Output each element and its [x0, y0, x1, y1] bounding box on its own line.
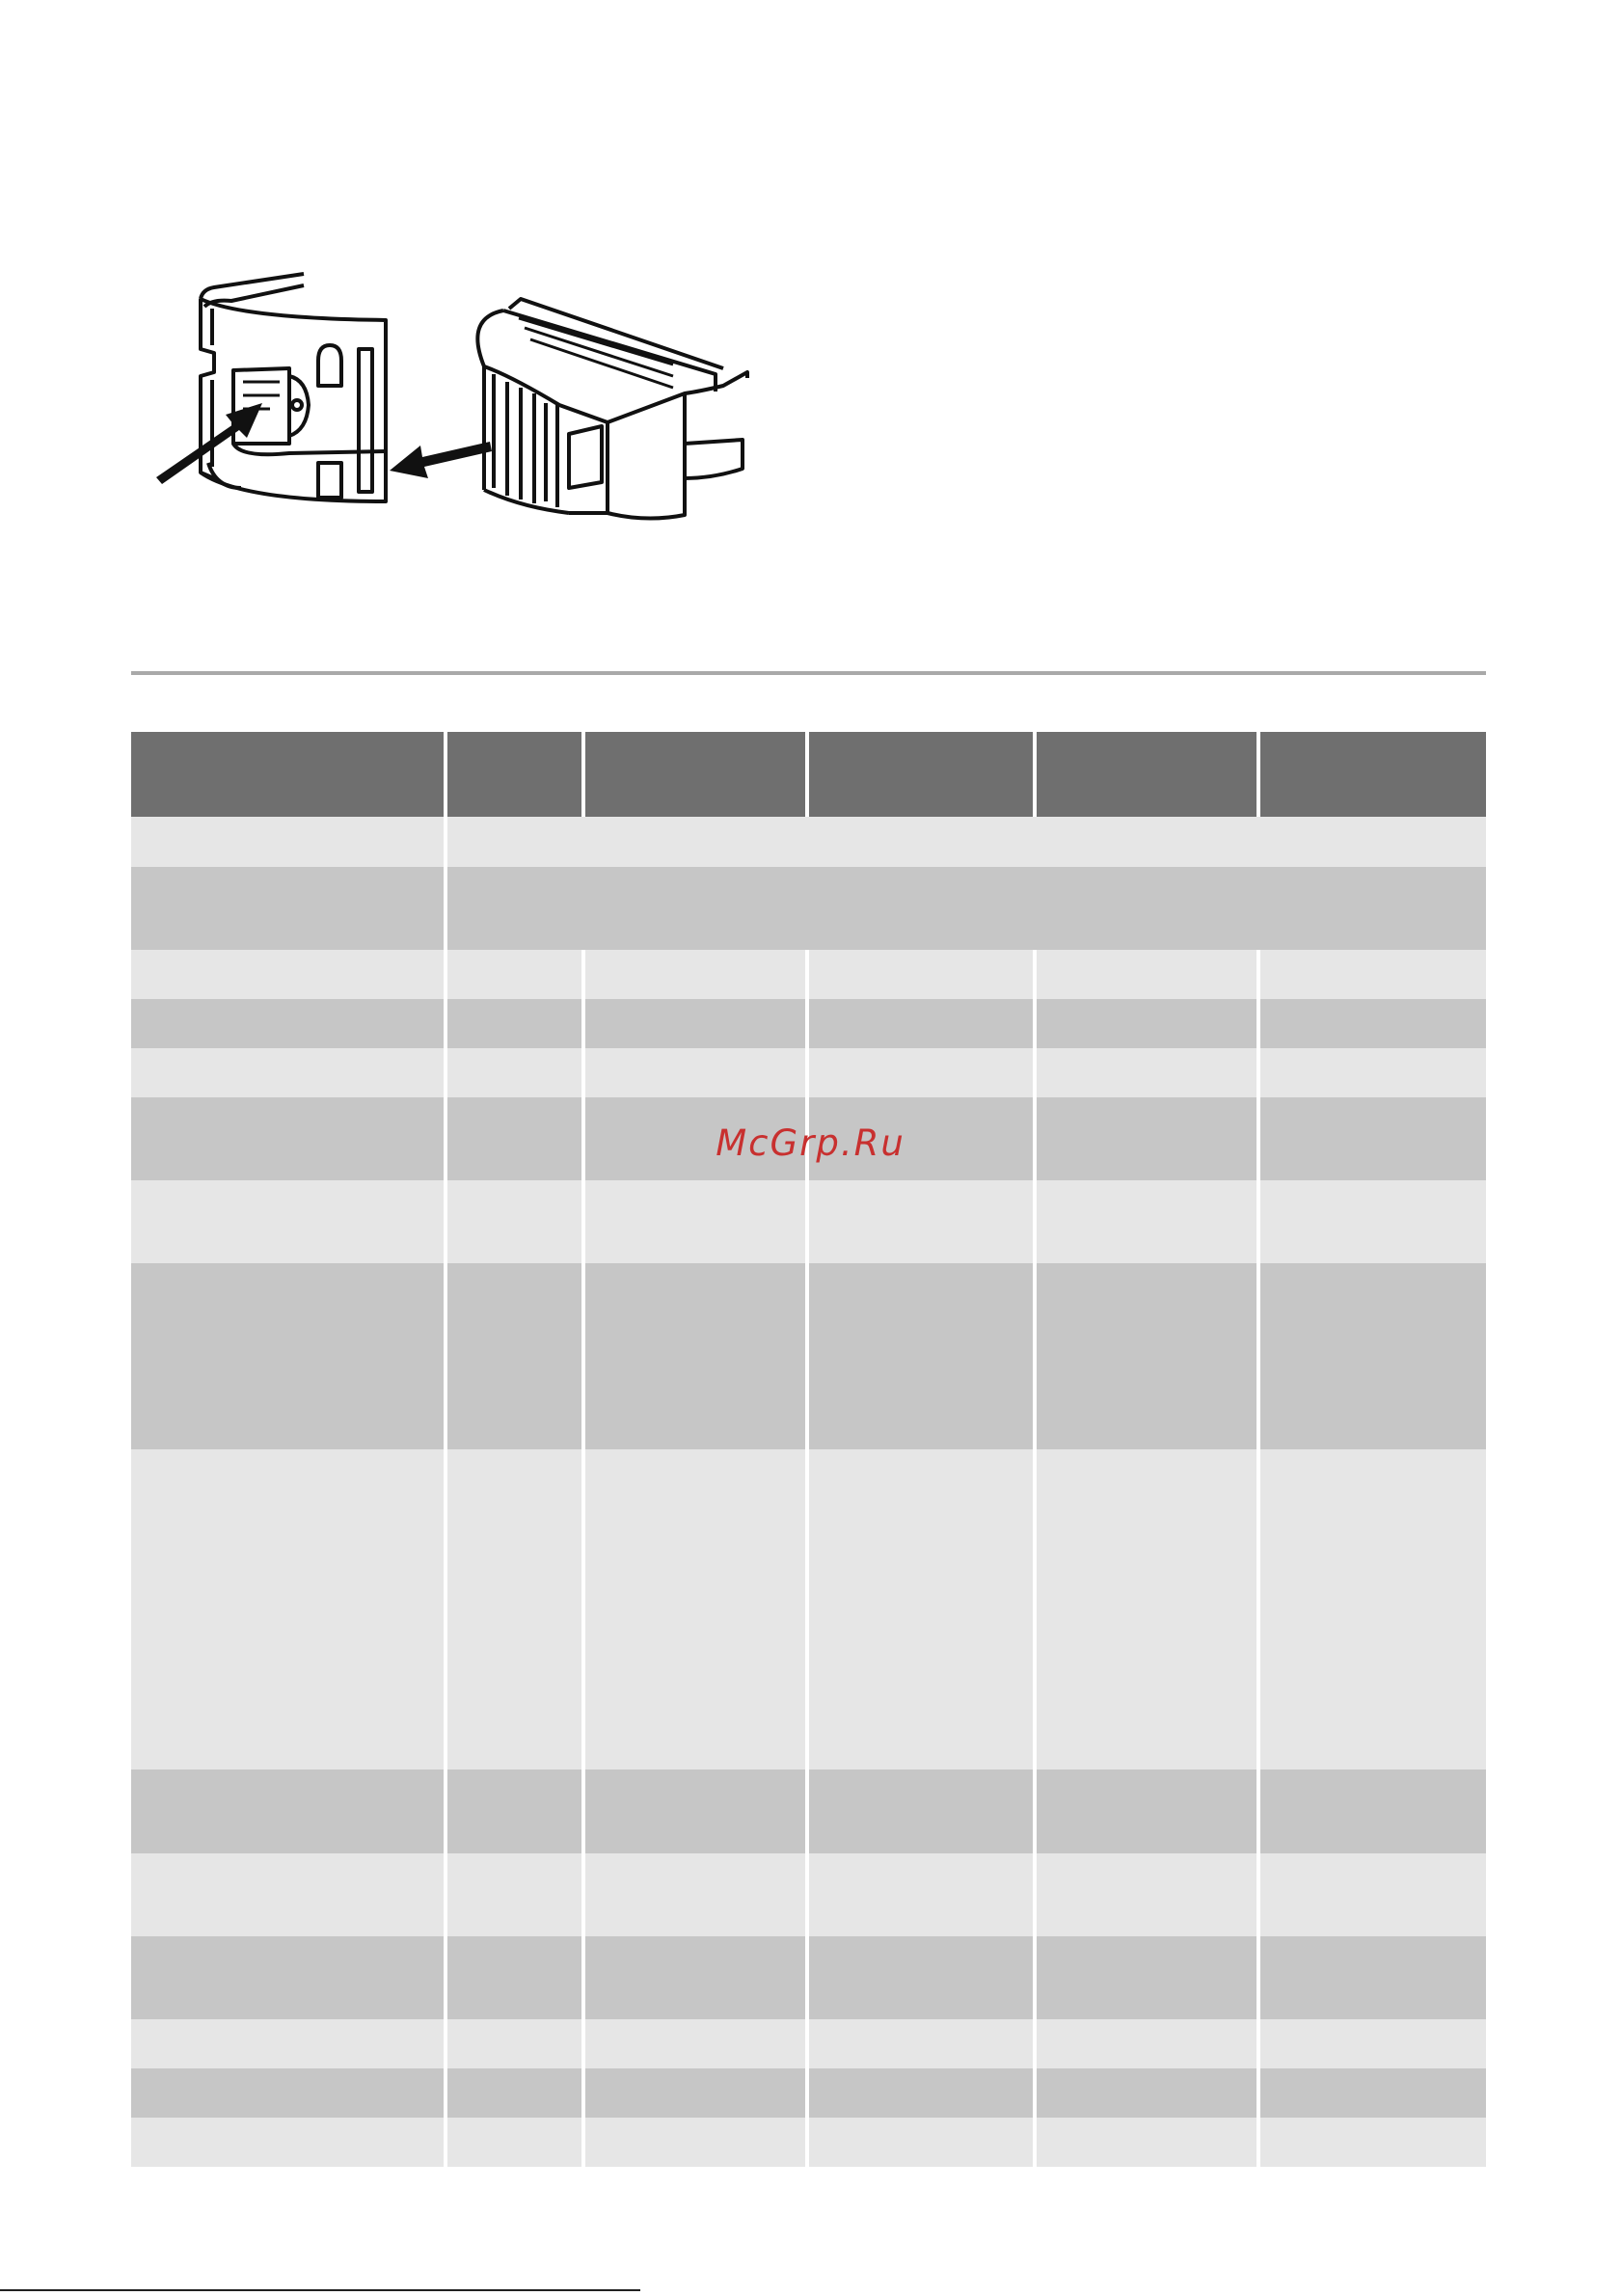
left-clip-icon	[201, 274, 386, 501]
table-cell	[809, 2118, 1037, 2167]
table-cell	[585, 1263, 809, 1449]
table-cell	[809, 2068, 1037, 2118]
clip-removal-illustration	[145, 260, 771, 550]
specifications-table	[131, 732, 1486, 2167]
table-cell	[1037, 2068, 1260, 2118]
table-cell	[131, 2118, 447, 2167]
table-cell	[131, 1263, 447, 1449]
table-cell	[1260, 1180, 1486, 1263]
table-cell	[1260, 2019, 1486, 2068]
table-cell	[809, 950, 1037, 999]
table-row	[131, 2118, 1486, 2167]
table-cell	[131, 1936, 447, 2019]
table-cell	[809, 2019, 1037, 2068]
table-row	[131, 1853, 1486, 1936]
table-cell	[809, 1936, 1037, 2019]
table-cell	[131, 1449, 447, 1769]
table-cell	[809, 1263, 1037, 1449]
table-row	[131, 867, 1486, 950]
table-cell	[131, 1180, 447, 1263]
table-cell	[1037, 1048, 1260, 1097]
table-cell	[585, 1769, 809, 1853]
table-cell	[447, 2118, 585, 2167]
table-cell	[447, 2068, 585, 2118]
header-cell	[585, 732, 809, 817]
table-cell	[1037, 1769, 1260, 1853]
table-row	[131, 1769, 1486, 1853]
table-cell	[809, 999, 1037, 1048]
table-cell	[585, 999, 809, 1048]
section-divider	[131, 671, 1486, 675]
header-cell	[809, 732, 1037, 817]
table-cell	[585, 1048, 809, 1097]
table-cell	[585, 1180, 809, 1263]
table-row	[131, 2068, 1486, 2118]
table-cell	[131, 999, 447, 1048]
table-cell	[1260, 1048, 1486, 1097]
header-cell	[1037, 732, 1260, 817]
table-cell	[1260, 1769, 1486, 1853]
table-cell	[447, 999, 585, 1048]
right-clip-icon	[477, 299, 747, 519]
footer-rule	[0, 2289, 640, 2291]
table-cell	[447, 1180, 585, 1263]
table-row	[131, 1936, 1486, 2019]
table-cell	[1037, 999, 1260, 1048]
table-cell	[131, 817, 447, 867]
table-cell	[131, 1769, 447, 1853]
watermark-text: McGrp.Ru	[716, 1122, 905, 1164]
table-cell	[131, 950, 447, 999]
table-row	[131, 817, 1486, 867]
table-cell	[809, 1180, 1037, 1263]
table-cell	[1260, 950, 1486, 999]
table-cell	[447, 1449, 585, 1769]
table-cell	[447, 1769, 585, 1853]
table-cell	[1260, 1263, 1486, 1449]
table-cell	[131, 1048, 447, 1097]
table-cell	[131, 2019, 447, 2068]
table-cell	[809, 1048, 1037, 1097]
table-cell	[1260, 1853, 1486, 1936]
table-cell	[1037, 1180, 1260, 1263]
table-row	[131, 999, 1486, 1048]
table-cell	[809, 1449, 1037, 1769]
table-cell	[131, 2068, 447, 2118]
table-cell	[585, 1449, 809, 1769]
table-cell	[585, 2019, 809, 2068]
table-cell	[585, 1853, 809, 1936]
table-cell	[585, 2118, 809, 2167]
table-cell	[1260, 2118, 1486, 2167]
table-cell	[1260, 1936, 1486, 2019]
table-cell-merged	[447, 817, 1486, 867]
table-cell	[1037, 1263, 1260, 1449]
table-cell	[131, 867, 447, 950]
table-cell	[1037, 2118, 1260, 2167]
table-cell	[585, 950, 809, 999]
header-cell	[447, 732, 585, 817]
table-cell	[1037, 1853, 1260, 1936]
table-cell	[447, 2019, 585, 2068]
table-cell	[447, 1263, 585, 1449]
table-cell	[809, 1853, 1037, 1936]
header-cell	[1260, 732, 1486, 817]
table-cell	[447, 1853, 585, 1936]
table-cell-merged	[447, 867, 1486, 950]
table-row	[131, 1449, 1486, 1769]
table-cell	[447, 950, 585, 999]
header-cell	[131, 732, 447, 817]
table-cell	[1037, 2019, 1260, 2068]
table-row	[131, 950, 1486, 999]
table-header-row	[131, 732, 1486, 817]
table-row	[131, 1048, 1486, 1097]
table-cell	[1037, 1936, 1260, 2019]
table-cell	[131, 1853, 447, 1936]
table-cell	[1260, 2068, 1486, 2118]
table-cell	[585, 2068, 809, 2118]
table-cell	[809, 1769, 1037, 1853]
table-cell	[1037, 1449, 1260, 1769]
table-cell	[1260, 999, 1486, 1048]
pull-arrow-icon	[390, 442, 492, 478]
table-cell	[585, 1936, 809, 2019]
table-row	[131, 1180, 1486, 1263]
table-cell	[1260, 1449, 1486, 1769]
table-cell	[1037, 950, 1260, 999]
table-cell	[447, 1048, 585, 1097]
table-cell	[447, 1936, 585, 2019]
table-row	[131, 1263, 1486, 1449]
table-row	[131, 2019, 1486, 2068]
